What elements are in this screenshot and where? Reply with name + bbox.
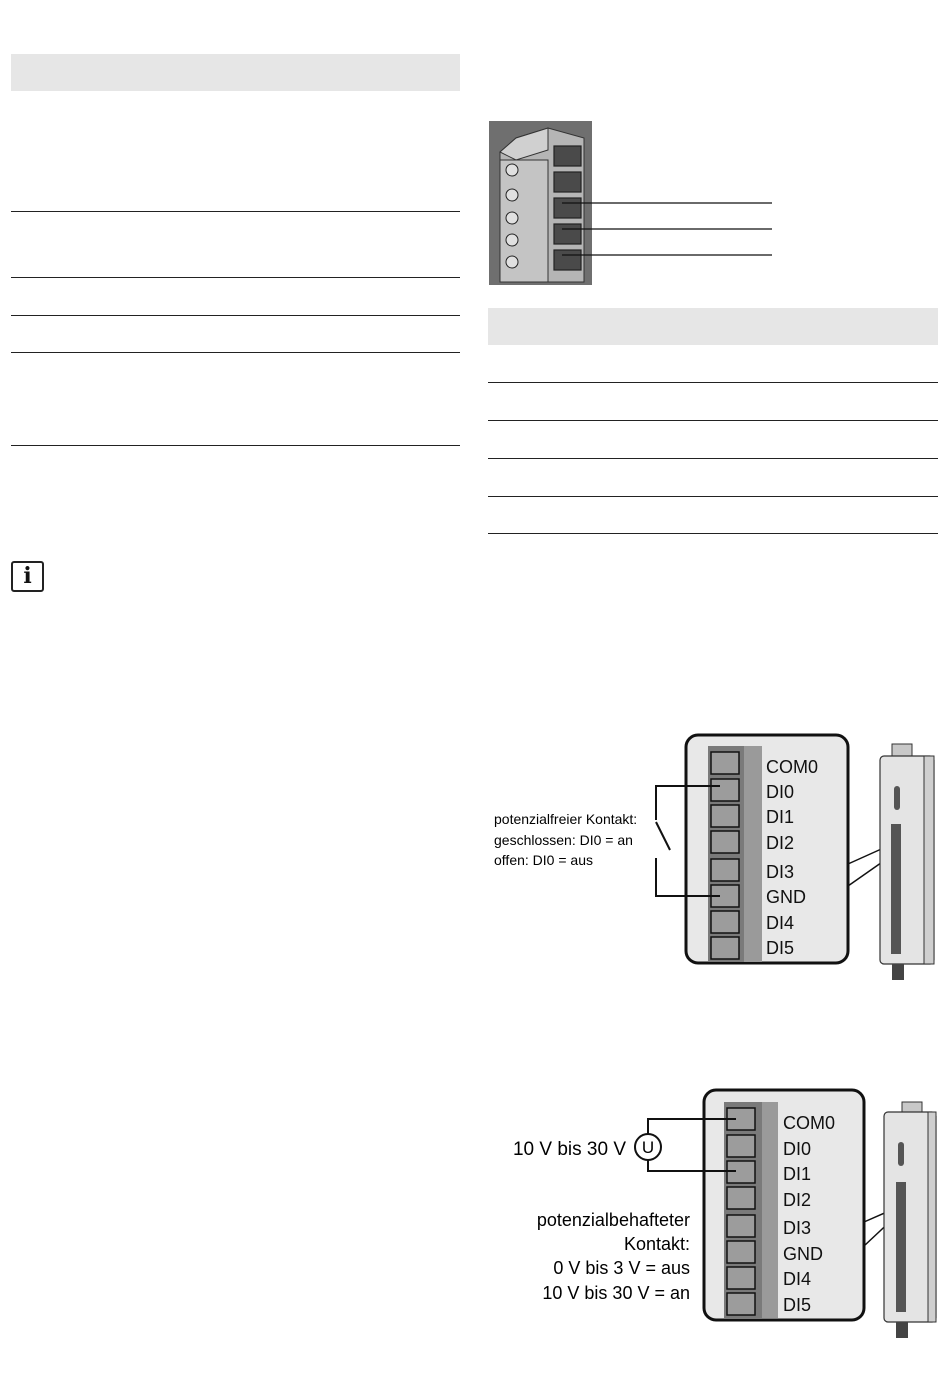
terminal-label-di1: DI1 xyxy=(783,1164,812,1184)
right-table-rule-3 xyxy=(488,458,938,459)
floating-contact-label-2: geschlossen: DI0 = an xyxy=(494,832,633,848)
voltage-range-label: 10 V bis 30 V xyxy=(512,1139,626,1160)
terminal-label-di0: DI0 xyxy=(766,782,795,802)
info-icon: i xyxy=(11,561,44,592)
wiring-diagram-potential-contact xyxy=(488,1084,944,1360)
terminal-label-com0: COM0 xyxy=(766,757,819,777)
connector-photo xyxy=(488,120,778,288)
terminal-label-di5: DI5 xyxy=(783,1295,812,1315)
right-table-rule-5 xyxy=(488,533,938,534)
terminal-label-di3: DI3 xyxy=(766,862,795,882)
terminal-label-di2: DI2 xyxy=(783,1190,812,1210)
voltage-source-symbol: U xyxy=(641,1138,655,1157)
terminal-label-di2: DI2 xyxy=(766,833,795,853)
terminal-label-di4: DI4 xyxy=(783,1269,812,1289)
potential-contact-label-1: potenzialbehafteter xyxy=(536,1210,690,1230)
wiring-diagram-floating-contact xyxy=(488,728,944,980)
terminal-label-di1: DI1 xyxy=(766,807,795,827)
left-table-rule-4 xyxy=(11,352,460,353)
left-table-rule-5 xyxy=(11,445,460,446)
right-table-rule-2 xyxy=(488,420,938,421)
left-section-header-bar xyxy=(11,54,460,91)
left-table-rule-3 xyxy=(11,315,460,316)
terminal-label-di0: DI0 xyxy=(783,1139,812,1159)
terminal-label-di5: DI5 xyxy=(766,938,795,958)
right-table-rule-4 xyxy=(488,496,938,497)
terminal-label-di3: DI3 xyxy=(783,1218,812,1238)
terminal-label-gnd: GND xyxy=(766,887,806,907)
right-section-header-bar xyxy=(488,308,938,345)
right-table-rule-1 xyxy=(488,382,938,383)
left-table-rule-2 xyxy=(11,277,460,278)
terminal-label-com0: COM0 xyxy=(783,1113,836,1133)
io-module-device xyxy=(884,1102,936,1338)
terminal-label-di4: DI4 xyxy=(766,913,795,933)
potential-contact-label-4: 10 V bis 30 V = an xyxy=(542,1283,690,1303)
terminal-label-gnd: GND xyxy=(783,1244,823,1264)
floating-contact-label-1: potenzialfreier Kontakt: xyxy=(494,811,638,827)
left-table-rule-1 xyxy=(11,211,460,212)
io-module-device xyxy=(880,744,934,980)
floating-contact-label-3: offen: DI0 = aus xyxy=(494,852,593,868)
potential-contact-label-2: Kontakt: xyxy=(623,1234,690,1254)
potential-contact-label-3: 0 V bis 3 V = aus xyxy=(553,1258,690,1278)
